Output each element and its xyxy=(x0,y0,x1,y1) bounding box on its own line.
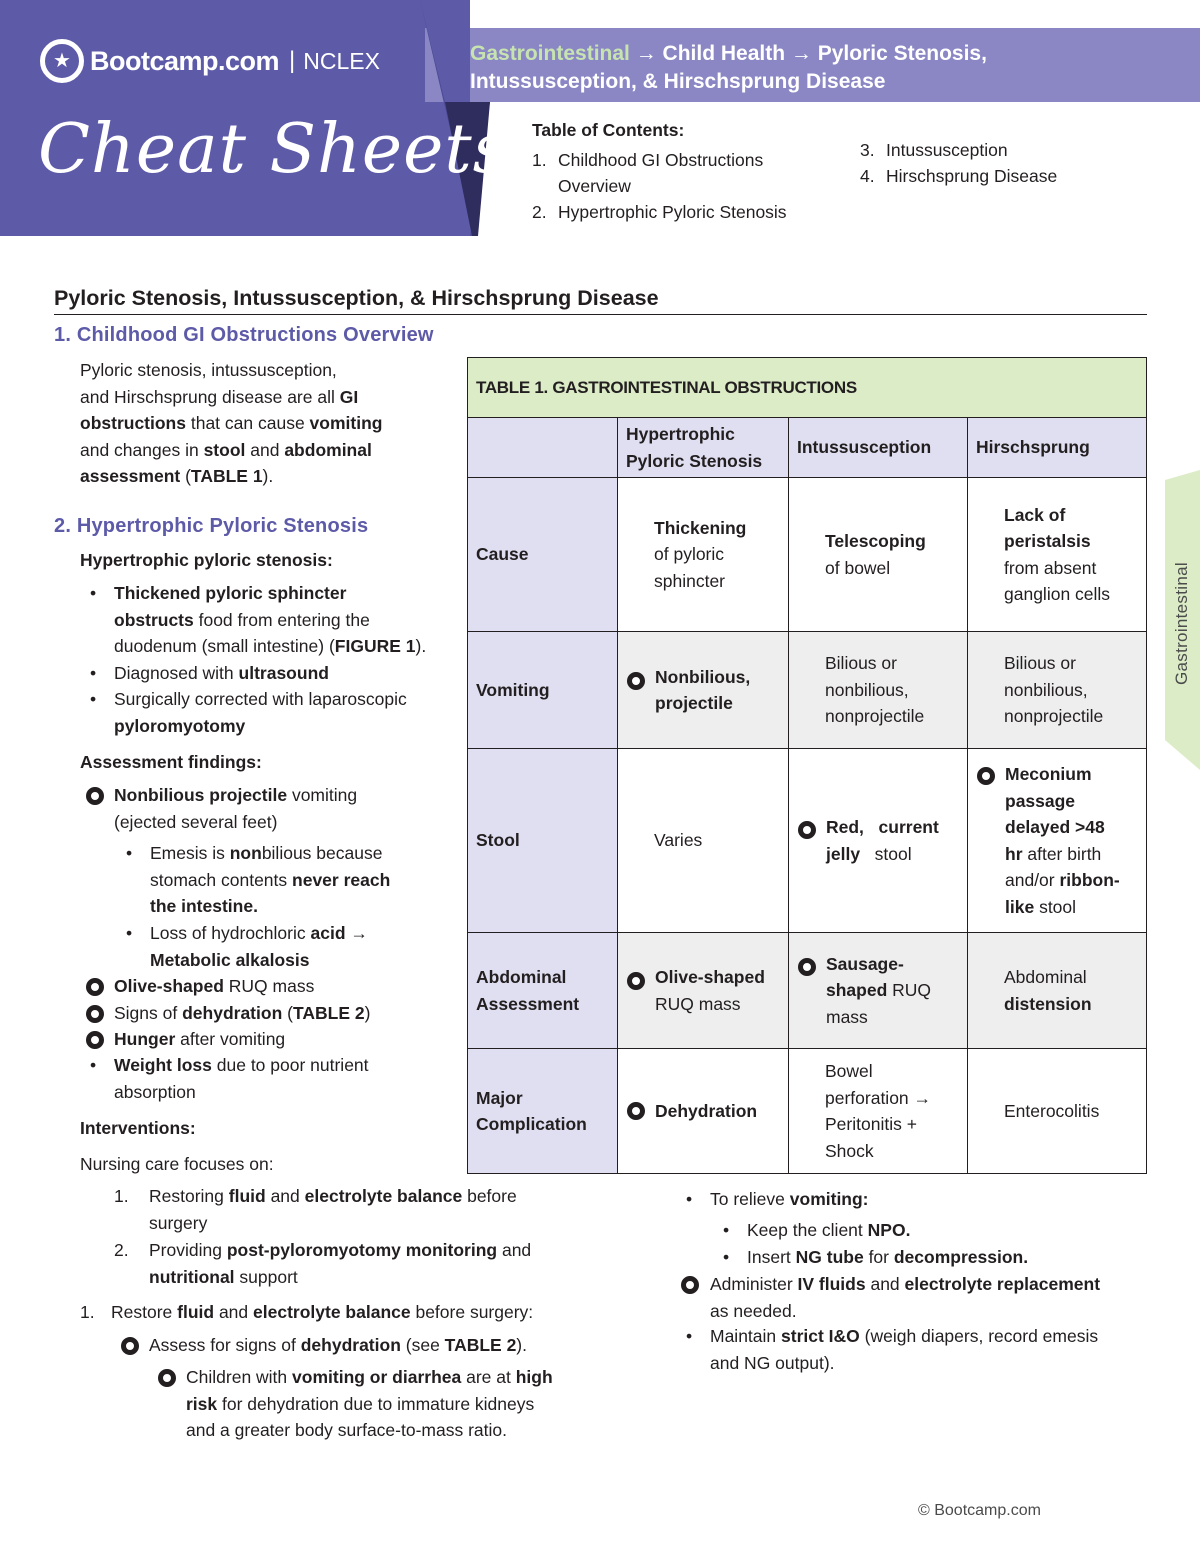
side-tab-label: Gastrointestinal xyxy=(1172,562,1191,685)
brand-separator: | xyxy=(289,47,296,74)
list-item: • To relieve vomiting: xyxy=(710,1186,869,1213)
list-item: • Weight loss due to poor nutrient absorption xyxy=(114,1052,369,1105)
row-label: Cause xyxy=(468,478,618,631)
table-cell: Olive-shaped RUQ mass xyxy=(618,933,789,1048)
alert-icon xyxy=(86,978,104,996)
list-item: Assess for signs of dehydration (see TABLE 2). xyxy=(149,1335,527,1355)
paragraph: Nursing care focuses on: xyxy=(80,1154,274,1174)
row-label: Abdominal Assessment xyxy=(468,933,618,1048)
list-item: • Maintain strict I&O (weigh diapers, record emesis and NG output). xyxy=(710,1323,1160,1376)
section-2-heading: 2. Hypertrophic Pyloric Stenosis xyxy=(54,515,369,537)
row-label: Major Complication xyxy=(468,1049,618,1173)
list-item: Administer IV fluids and electrolyte replacement as needed. xyxy=(710,1274,1101,1321)
table-cell: Sausage- shaped RUQ mass xyxy=(789,933,968,1048)
title-divider xyxy=(54,314,1147,315)
table-cell: Bowel perforation → Peritonitis + Shock xyxy=(789,1049,968,1173)
toc-item[interactable]: 2. Hypertrophic Pyloric Stenosis xyxy=(532,202,787,222)
table-cell: Red, current jelly stool xyxy=(789,749,968,932)
list-item: • Loss of hydrochloric acid → Metabolic alkalosis xyxy=(150,920,368,973)
toc-title: Table of Contents: xyxy=(532,120,685,140)
toc-item[interactable]: 1. Childhood GI Obstructions Overview xyxy=(532,150,764,196)
table-header-cell: Hypertrophic Pyloric Stenosis xyxy=(618,418,789,477)
table-row xyxy=(468,933,1146,1049)
list-item: 1. Restore fluid and electrolyte balance before surgery: xyxy=(80,1302,534,1322)
bootcamp-logo-icon: ★ xyxy=(40,39,84,83)
alert-icon xyxy=(86,1005,104,1023)
table-cell: Varies xyxy=(618,749,789,932)
list-item: Signs of dehydration (TABLE 2) xyxy=(114,1003,371,1023)
list-item: • Keep the client NPO. xyxy=(747,1217,910,1244)
table-header-cell xyxy=(468,418,618,477)
alert-icon xyxy=(681,1276,699,1294)
list-item: Olive-shaped RUQ mass xyxy=(114,976,315,996)
list-item: Hunger after vomiting xyxy=(114,1029,286,1049)
table-header-cell: Intussusception xyxy=(789,418,968,477)
breadcrumb-line2: Intussusception, & Hirschsprung Disease xyxy=(470,70,886,93)
brand-exam: NCLEX xyxy=(303,47,380,74)
table-header-row xyxy=(468,418,1146,478)
table-cell: Bilious or nonbilious, nonprojectile xyxy=(968,632,1146,748)
brand-name: Bootcamp.com xyxy=(90,45,280,76)
table-of-contents xyxy=(532,120,787,225)
brand[interactable] xyxy=(40,38,380,84)
sub-heading: Interventions: xyxy=(80,1118,196,1138)
table-row xyxy=(468,632,1146,749)
table-cell: Bilious or nonbilious, nonprojectile xyxy=(789,632,968,748)
table-cell: Nonbilious, projectile xyxy=(618,632,789,748)
breadcrumb-path: → Child Health → Pyloric Stenosis, xyxy=(629,42,987,65)
list-item: • Diagnosed with ultrasound xyxy=(114,660,329,687)
table-row xyxy=(468,478,1146,632)
sub-heading: Assessment findings: xyxy=(80,752,262,772)
alert-icon xyxy=(121,1337,139,1355)
row-label: Vomiting xyxy=(468,632,618,748)
table-cell: Dehydration xyxy=(618,1049,789,1173)
list-item: Children with vomiting or diarrhea are at high risk for dehydration due to immature kidneys and a greater body surface-to-mass ratio. xyxy=(186,1367,553,1440)
list-item: • Emesis is nonbilious because stomach contents never reach the intestine. xyxy=(150,840,390,920)
breadcrumb-category[interactable]: Gastrointestinal xyxy=(470,42,630,65)
breadcrumb xyxy=(470,40,1170,96)
list-item: • Thickened pyloric sphincter obstructs food from entering the duodenum (small intestine) (FIGURE 1). xyxy=(114,580,454,660)
list-item: 2. Providing post-pyloromyotomy monitoring and nutritional support xyxy=(114,1240,532,1287)
table-header-cell: Hirschsprung xyxy=(968,418,1146,477)
toc-item[interactable]: 3. Intussusception xyxy=(860,140,1008,160)
footer-copyright: © Bootcamp.com xyxy=(918,1502,1041,1519)
list-item: 1. Restoring fluid and electrolyte balance before surgery xyxy=(114,1186,517,1233)
alert-icon xyxy=(798,958,816,976)
gi-obstructions-table xyxy=(467,357,1147,1174)
table-cell: Telescoping of bowel xyxy=(789,478,968,631)
table-caption: TABLE 1. GASTROINTESTINAL OBSTRUCTIONS xyxy=(468,358,1146,418)
table-cell: Enterocolitis xyxy=(1004,1100,1100,1121)
list-item: • Surgically corrected with laparoscopic pyloromyotomy xyxy=(114,686,407,739)
alert-icon xyxy=(158,1369,176,1387)
cheat-sheets-title: Cheat Sheets xyxy=(38,110,509,189)
sub-heading: Hypertrophic pyloric stenosis: xyxy=(80,550,333,570)
toc-item[interactable]: 4. Hirschsprung Disease xyxy=(860,166,1058,186)
table-row xyxy=(468,749,1146,933)
page-title: Pyloric Stenosis, Intussusception, & Hirschsprung Disease xyxy=(54,286,659,310)
alert-icon xyxy=(627,672,645,690)
alert-icon xyxy=(627,972,645,990)
alert-icon xyxy=(977,767,995,785)
alert-icon xyxy=(627,1102,645,1120)
table-cell: Meconium passage delayed >48 hr after birth and/or ribbon- like stool xyxy=(968,749,1146,932)
table-row xyxy=(468,1049,1146,1173)
list-item: Nonbilious projectile vomiting (ejected several feet) xyxy=(114,785,358,832)
alert-icon xyxy=(798,821,816,839)
list-item: • Insert NG tube for decompression. xyxy=(747,1244,1028,1271)
row-label: Stool xyxy=(468,749,618,932)
table-of-contents-col2 xyxy=(860,137,1057,189)
table-cell: Lack of peristalsis from absent ganglion cells xyxy=(1004,504,1111,604)
alert-icon xyxy=(86,787,104,805)
alert-icon xyxy=(86,1031,104,1049)
section-1-text: Pyloric stenosis, intussusception, and Hirschsprung disease are all GI obstructions that can cause vomiting and changes in stool and abdominal assessment (TABLE 1). xyxy=(80,360,383,486)
table-cell: Thickening of pyloric sphincter xyxy=(618,478,789,631)
table-cell: Abdominal distension xyxy=(968,933,1146,1048)
section-1-heading: 1. Childhood GI Obstructions Overview xyxy=(54,324,434,346)
